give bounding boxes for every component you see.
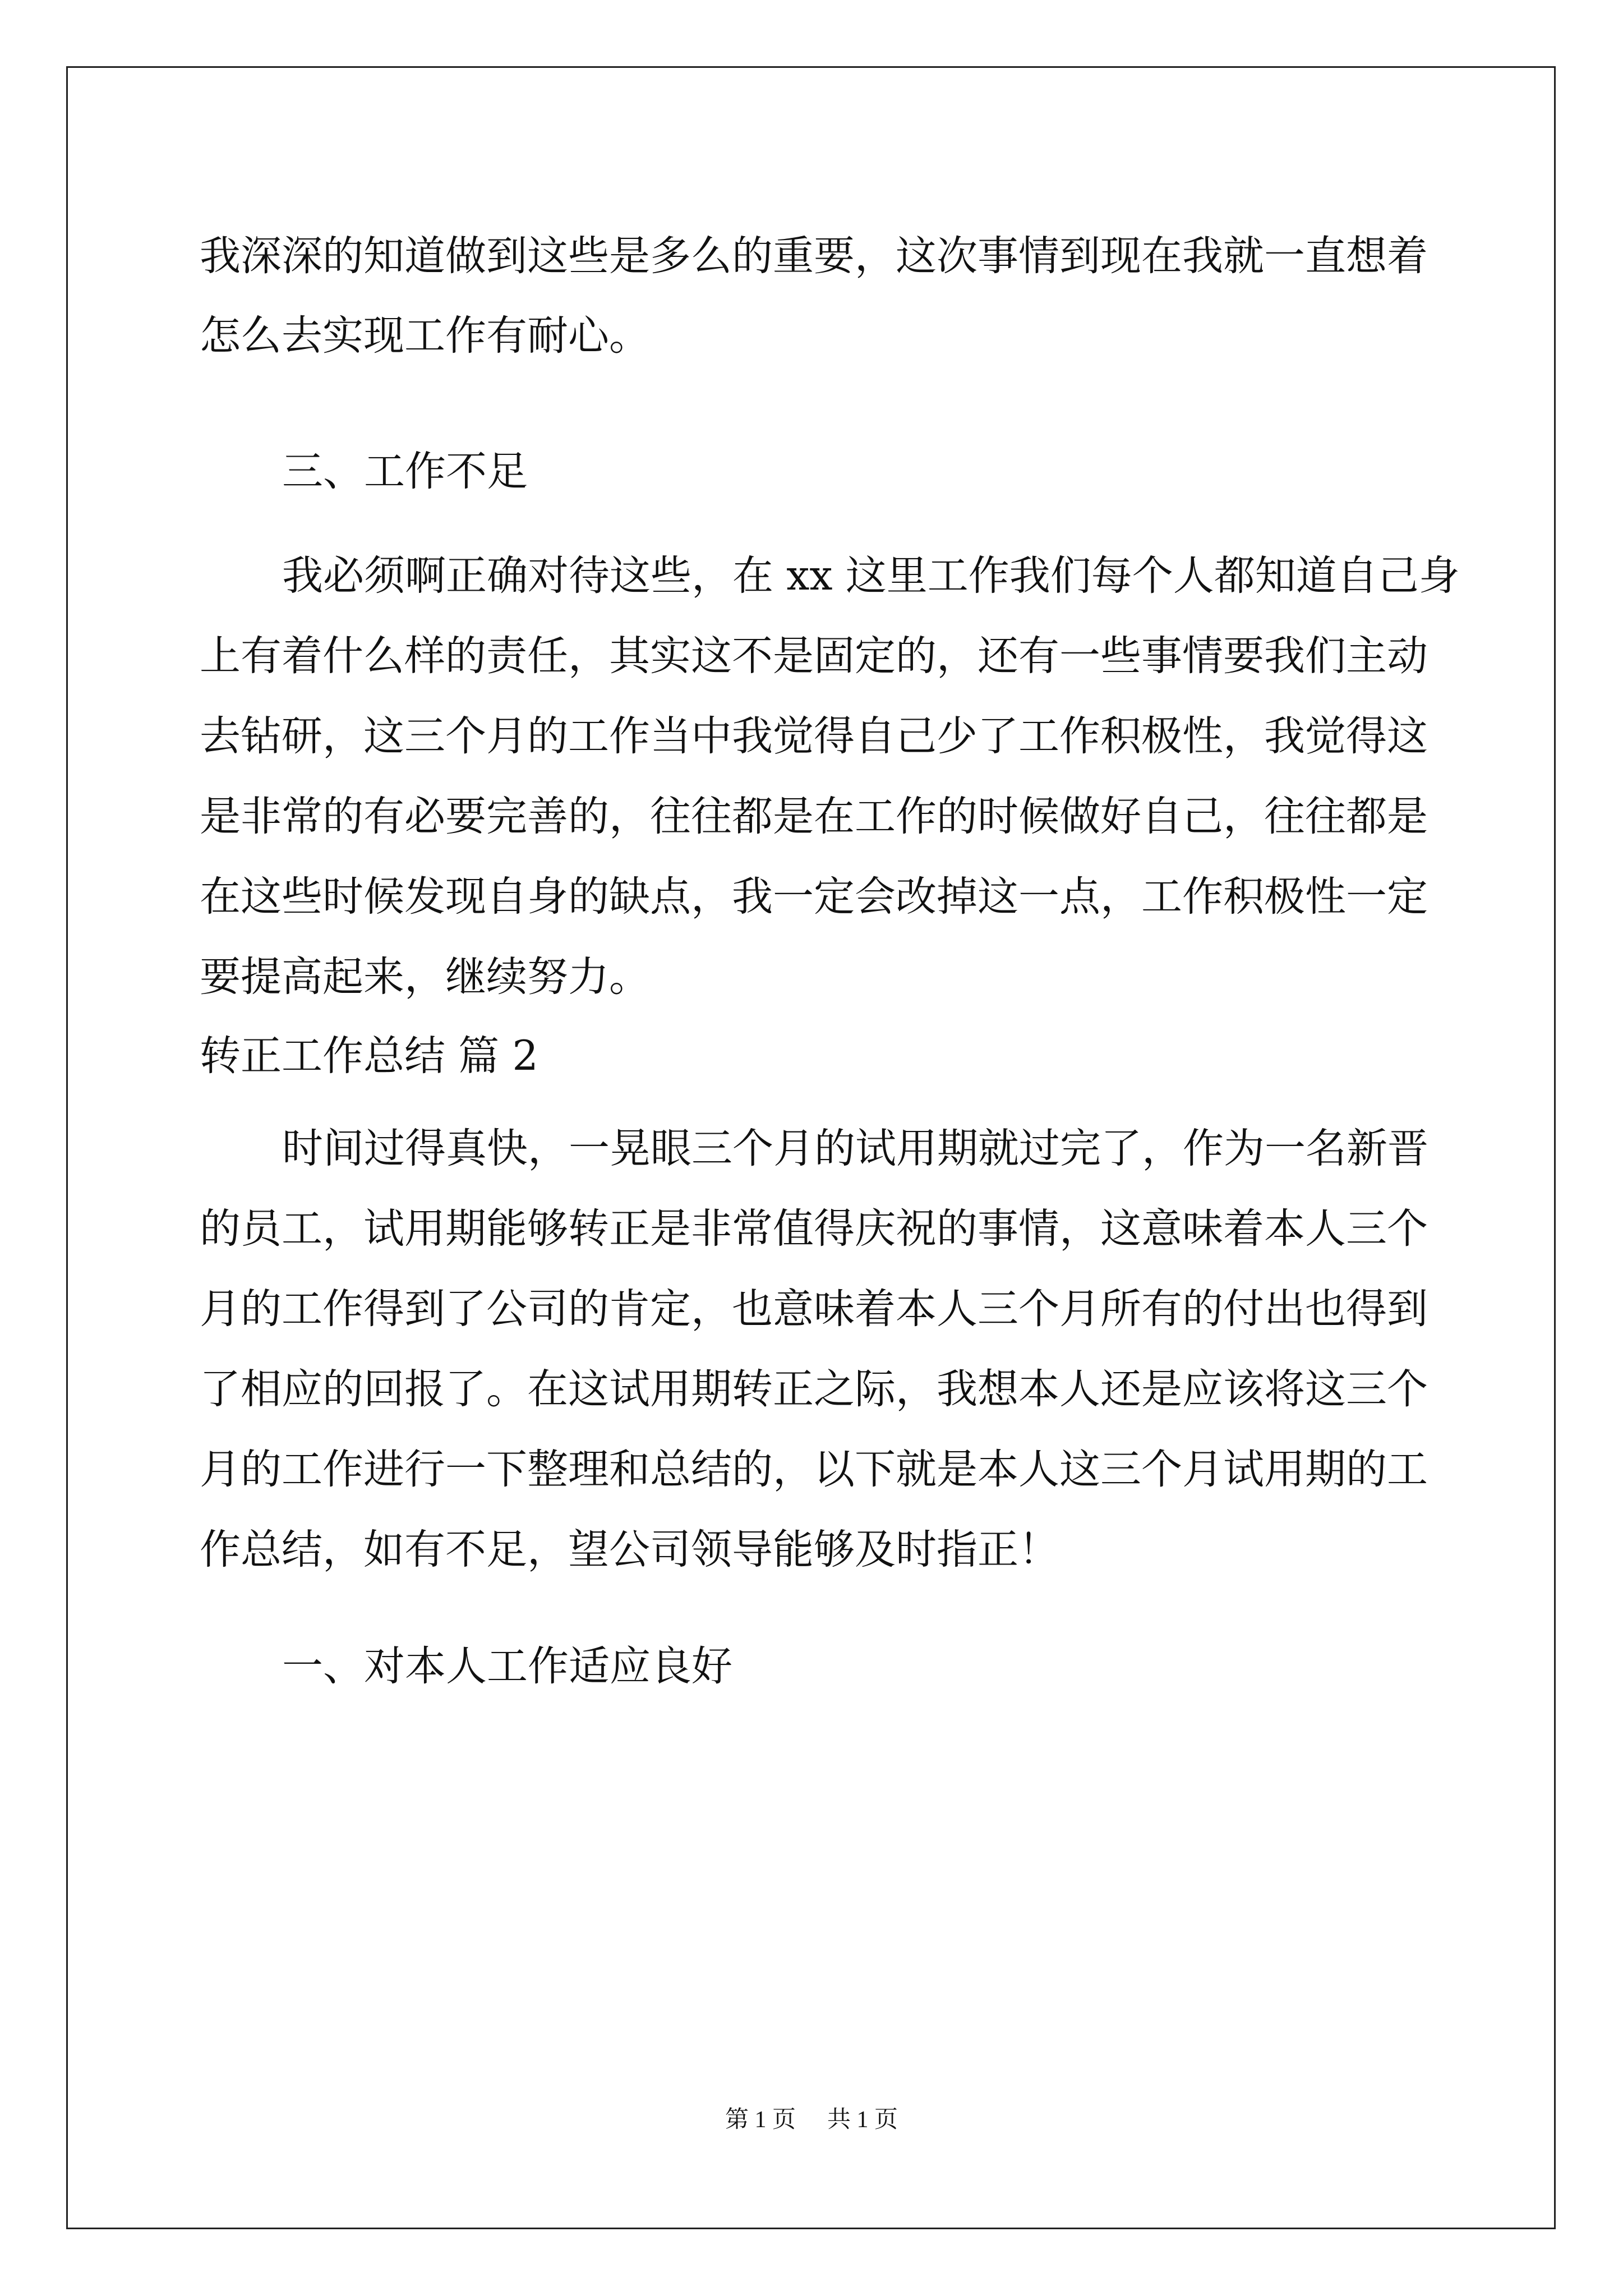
section-heading: 三、工作不足 [282, 448, 528, 495]
page-total: 共 1 页 [827, 2107, 898, 2133]
paragraph-line: 我必须啊正确对待这些，在 xx 这里工作我们每个人都知道自己身 [282, 552, 1460, 600]
paragraph-line: 要提高起来，继续努力。 [200, 953, 650, 1001]
article-title: 转正工作总结 篇 2 [200, 1032, 538, 1080]
paragraph-line: 作总结，如有不足，望公司领导能够及时指正！ [200, 1526, 1059, 1573]
page-number: 第 1 页 [725, 2107, 796, 2133]
page-footer [0, 2108, 1623, 2132]
paragraph-line: 去钻研，这三个月的工作当中我觉得自己少了工作积极性，我觉得这 [200, 712, 1428, 760]
paragraph-line: 的员工，试用期能够转正是非常值得庆祝的事情，这意味着本人三个 [200, 1205, 1428, 1253]
paragraph-line: 在这些时候发现自身的缺点，我一定会改掉这一点，工作积极性一定 [200, 873, 1428, 921]
paragraph-line: 我深深的知道做到这些是多么的重要，这次事情到现在我就一直想着 [200, 232, 1428, 280]
paragraph-line: 月的工作得到了公司的肯定，也意味着本人三个月所有的付出也得到 [200, 1285, 1428, 1333]
paragraph-line: 月的工作进行一下整理和总结的，以下就是本人这三个月试用期的工 [200, 1446, 1428, 1493]
paragraph-line: 了相应的回报了。在这试用期转正之际，我想本人还是应该将这三个 [200, 1365, 1428, 1413]
paragraph-line: 时间过得真快，一晃眼三个月的试用期就过完了，作为一名新晋 [282, 1125, 1428, 1172]
paragraph-line: 是非常的有必要完善的，往往都是在工作的时候做好自己，往往都是 [200, 793, 1428, 840]
paragraph-line: 上有着什么样的责任，其实这不是固定的，还有一些事情要我们主动 [200, 632, 1428, 680]
paragraph-line: 怎么去实现工作有耐心。 [200, 312, 650, 360]
section-heading: 一、对本人工作适应良好 [282, 1642, 732, 1690]
